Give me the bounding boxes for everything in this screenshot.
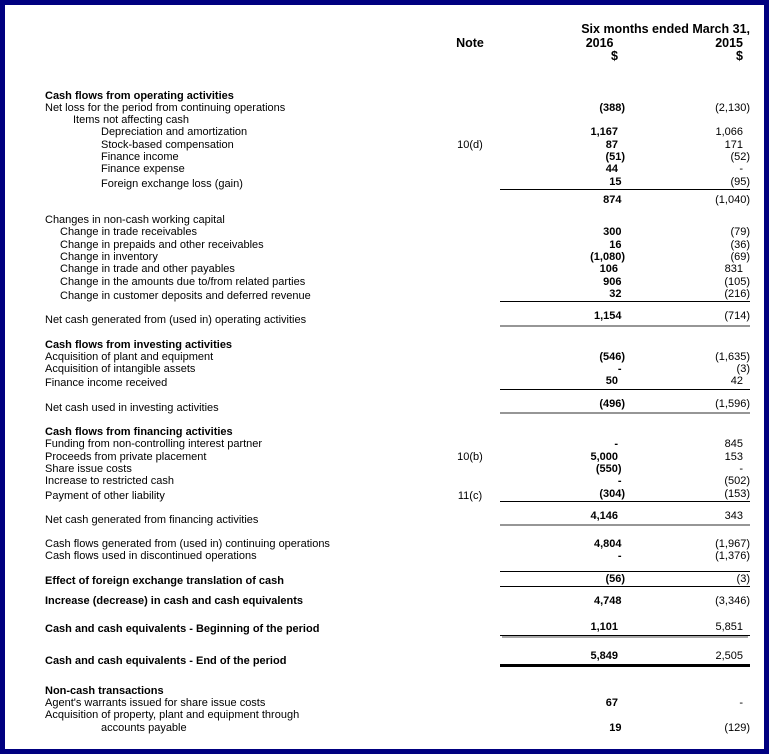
- row-label: Foreign exchange loss (gain): [101, 177, 243, 190]
- row-label: Cash flows from investing activities: [45, 338, 233, 351]
- table-row: [45, 288, 750, 302]
- row-label: Change in customer deposits and deferred revenue: [60, 289, 311, 302]
- section-header-row: [45, 90, 750, 102]
- value-2016: 4,146: [590, 509, 618, 522]
- table-row: [45, 151, 750, 163]
- section-header-row: [45, 685, 750, 697]
- value-columns: [500, 310, 750, 326]
- value-columns: [500, 226, 750, 238]
- value-2015: 5,851: [715, 621, 743, 634]
- value-2016: 1,101: [590, 621, 618, 634]
- value-2015: (2,130): [715, 101, 750, 114]
- value-columns: [500, 151, 750, 163]
- value-2016: 87: [605, 138, 618, 151]
- table-row: [45, 102, 750, 114]
- row-label: Increase (decrease) in cash and cash equivalents: [45, 595, 304, 607]
- table-row: [45, 697, 750, 709]
- value-2015: (36): [730, 238, 750, 251]
- table-row: [45, 263, 750, 275]
- table-row: [45, 438, 750, 450]
- value-columns: [500, 351, 750, 363]
- row-label: Depreciation and amortization: [101, 126, 248, 139]
- table-row: [45, 126, 750, 138]
- row-label: Finance income received: [45, 377, 168, 390]
- row-label: Cash flows used in discontinued operations: [45, 550, 257, 563]
- section-header-row: [45, 339, 750, 351]
- currency-header-row: [45, 50, 750, 64]
- row-label: Cash and cash equivalents - End of the period: [45, 654, 287, 667]
- value-columns: [500, 475, 750, 487]
- value-2016: 5,849: [590, 649, 618, 662]
- value-2015: 845: [724, 438, 743, 451]
- value-2016: -: [617, 475, 622, 488]
- column-header-2015: 2015: [715, 35, 743, 50]
- row-label: Finance expense: [101, 163, 185, 176]
- value-2015: (1,376): [715, 550, 750, 563]
- value-2015: (69): [730, 251, 750, 264]
- value-2015: 343: [724, 509, 743, 522]
- value-2015: (1,635): [715, 350, 750, 363]
- row-label: Cash flows from operating activities: [45, 89, 234, 102]
- value-columns: [500, 488, 750, 502]
- table-row: [45, 226, 750, 238]
- value-columns: [500, 163, 750, 175]
- column-header-note: Note: [456, 35, 484, 50]
- value-columns: [500, 621, 750, 635]
- note-reference: 10(b): [457, 450, 483, 463]
- row-label: Cash and cash equivalents - Beginning of the period: [45, 623, 320, 636]
- value-2016: 67: [605, 697, 618, 710]
- value-2015: (502): [724, 475, 750, 488]
- row-label: Payment of other liability: [45, 489, 165, 502]
- value-columns: [500, 650, 750, 667]
- value-columns: [500, 363, 750, 375]
- value-columns: [500, 102, 750, 114]
- section-header-row: [45, 426, 750, 438]
- table-row: [45, 239, 750, 251]
- row-label: Change in inventory: [60, 251, 158, 264]
- value-columns: [500, 239, 750, 251]
- value-columns: [500, 263, 750, 275]
- row-label: Share issue costs: [45, 462, 132, 475]
- note-reference: 10(d): [457, 138, 483, 151]
- note-reference: 11(c): [457, 489, 483, 502]
- row-label: accounts payable: [101, 721, 187, 734]
- period-label: Six months ended March 31,: [581, 22, 750, 36]
- table-row: [45, 463, 750, 475]
- value-2015: (129): [724, 721, 750, 734]
- value-columns: [500, 697, 750, 709]
- table-row: [45, 163, 750, 175]
- row-label: Effect of foreign exchange translation of cash: [45, 574, 284, 587]
- value-2016: -: [617, 363, 622, 376]
- row-label: Increase to restricted cash: [45, 475, 175, 488]
- value-2016: (388): [599, 101, 625, 114]
- row-label: Finance income: [101, 150, 179, 163]
- value-2016: 15: [609, 175, 622, 188]
- value-2016: (56): [605, 572, 625, 585]
- value-columns: [500, 571, 750, 587]
- row-label: Acquisition of intangible assets: [45, 363, 196, 376]
- value-2016: -: [614, 438, 618, 451]
- row-label: Items not affecting cash: [73, 114, 189, 127]
- value-2015: (1,967): [715, 538, 750, 551]
- value-2016: 906: [603, 275, 622, 288]
- row-label: Cash flows generated from (used in) continuing operations: [45, 538, 330, 551]
- value-2015: (3): [736, 572, 750, 585]
- table-row: [45, 276, 750, 288]
- period-header-row: [45, 23, 750, 37]
- value-columns: [500, 538, 750, 550]
- value-2015: 42: [730, 375, 743, 388]
- table-row: [45, 310, 750, 326]
- row-label: Funding from non-controlling interest partner: [45, 438, 263, 451]
- row-label: Net loss for the period from continuing operations: [45, 101, 286, 114]
- table-row: [45, 194, 750, 206]
- value-2015: (52): [730, 150, 750, 163]
- value-columns: [500, 722, 750, 734]
- table-row: [45, 538, 750, 550]
- value-2016: (546): [599, 350, 625, 363]
- value-2015: -: [739, 163, 743, 176]
- value-columns: [500, 550, 750, 562]
- table-row: [45, 139, 750, 151]
- value-2016: 1,167: [590, 126, 618, 139]
- value-2015: (95): [730, 175, 750, 188]
- value-2015: (3): [736, 363, 750, 376]
- row-label: Net cash used in investing activities: [45, 401, 219, 414]
- table-row: [45, 722, 750, 734]
- value-2016: 106: [599, 263, 618, 276]
- value-2016: 16: [609, 238, 622, 251]
- value-2016: 4,748: [593, 595, 622, 607]
- value-2016: (304): [599, 487, 625, 500]
- value-2016: 874: [603, 193, 622, 206]
- value-columns: [500, 251, 750, 263]
- row-label: Changes in non-cash working capital: [45, 214, 225, 227]
- value-columns: [500, 398, 750, 414]
- row-label: Change in trade and other payables: [60, 263, 235, 276]
- table-row: [45, 709, 750, 721]
- statement-table: [45, 90, 750, 735]
- row-label: Non-cash transactions: [45, 684, 164, 697]
- table-row: [45, 510, 750, 526]
- year-header-row: [45, 37, 750, 51]
- value-2015: 1,066: [715, 126, 743, 139]
- value-2015: (105): [724, 275, 750, 288]
- row-label: Stock-based compensation: [101, 138, 234, 151]
- value-2015: -: [739, 462, 743, 475]
- row-label: Net cash generated from financing activities: [45, 513, 259, 526]
- value-2015: (79): [730, 226, 750, 239]
- value-2016: 5,000: [590, 450, 618, 463]
- table-row: [45, 451, 750, 463]
- value-columns: [500, 438, 750, 450]
- value-2015: 153: [724, 450, 743, 463]
- row-label: Change in the amounts due to/from related parties: [60, 275, 306, 288]
- value-2016: 19: [609, 721, 622, 734]
- table-row: [45, 488, 750, 502]
- table-row: [45, 251, 750, 263]
- value-2015: (714): [724, 310, 750, 323]
- value-2016: 50: [605, 375, 618, 388]
- value-2015: 171: [724, 138, 743, 151]
- table-row: [45, 375, 750, 389]
- value-2016: (496): [599, 397, 625, 410]
- currency-symbol-2015: $: [736, 49, 743, 63]
- value-2016: (51): [605, 150, 625, 163]
- value-2016: 4,804: [593, 538, 622, 551]
- value-2015: (1,596): [715, 397, 750, 410]
- table-row: [45, 571, 750, 587]
- row-label: Cash flows from financing activities: [45, 426, 233, 439]
- value-columns: [500, 176, 750, 190]
- value-2016: 44: [605, 163, 618, 176]
- row-label: Net cash generated from (used in) operating activities: [45, 314, 307, 327]
- table-row: [45, 363, 750, 375]
- row-label: Acquisition of property, plant and equipment through: [45, 709, 300, 722]
- value-columns: [500, 595, 750, 607]
- table-row: [45, 176, 750, 190]
- value-2016: (1,080): [590, 251, 625, 264]
- currency-symbol-2016: $: [611, 49, 618, 63]
- table-row: [45, 475, 750, 487]
- table-row: [45, 351, 750, 363]
- value-columns: [500, 510, 750, 526]
- row-label: Agent's warrants issued for share issue costs: [45, 697, 266, 710]
- table-row: [45, 398, 750, 414]
- value-2016: (550): [595, 462, 622, 475]
- value-2016: 300: [603, 226, 622, 239]
- value-2015: (153): [724, 487, 750, 500]
- value-2016: 32: [609, 287, 622, 300]
- row-label: Acquisition of plant and equipment: [45, 350, 214, 363]
- table-row: [45, 114, 750, 126]
- value-2015: (3,346): [715, 595, 750, 607]
- table-row: [45, 621, 750, 635]
- value-columns: [500, 375, 750, 389]
- table-row: [45, 214, 750, 226]
- value-columns: [500, 451, 750, 463]
- table-row: [45, 550, 750, 562]
- value-2016: -: [617, 550, 622, 563]
- value-columns: [500, 194, 750, 206]
- value-2015: (1,040): [715, 193, 750, 206]
- table-row: [45, 650, 750, 667]
- value-columns: [500, 463, 750, 475]
- table-row: [45, 595, 750, 607]
- value-columns: [500, 126, 750, 138]
- value-2015: 2,505: [715, 649, 743, 662]
- value-2016: 1,154: [593, 310, 622, 323]
- value-2015: 831: [724, 263, 743, 276]
- column-header-2016: 2016: [585, 35, 614, 50]
- row-label: Proceeds from private placement: [45, 450, 207, 463]
- row-label: Change in prepaids and other receivables: [60, 238, 264, 251]
- value-2015: (216): [724, 287, 750, 300]
- value-columns: [500, 276, 750, 288]
- value-columns: [500, 288, 750, 302]
- value-columns: [500, 139, 750, 151]
- row-label: Change in trade receivables: [60, 226, 197, 239]
- value-2015: -: [739, 697, 743, 710]
